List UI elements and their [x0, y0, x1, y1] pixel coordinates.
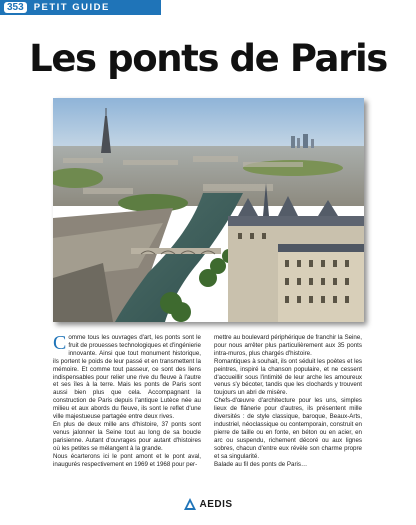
body-column-2: [214, 334, 362, 468]
series-number: 353: [4, 2, 27, 13]
body-paragraph: Romantiques à souhait, ils ont séduit les poètes et les peintres, inspiré la chanson populaire, et ne cessent d'accueillir sous l'intimité de leur arche les amoureux venus s'y bécoter, tandis que les clochards y trouvent toujours un abri de misère.: [214, 357, 362, 397]
body-paragraph: En plus de deux mille ans d'histoire, 37 ponts sont venus jalonner la Seine tout au long de sa boucle parisienne. Autant d'ouvrages pour autant d'histoires où les petites se mélangent à la grande.: [53, 420, 201, 452]
publisher-mark-icon: [183, 497, 197, 511]
body-paragraph-text: omme tous les ouvrages d'art, les ponts sont le fruit de prouesses technologiques et d'ingénierie innovante. Ainsi que tout monument historique, ils portent le poids de leur passé et en transmettent la mémoire. Et comme tout passeur, ce sont des liens indispensables pour relier une rive du fleuve à l'autre et ses îles à la terre. Mais les ponts de Paris sont aussi bien plus que cela. Accompagnant la construction de Paris depuis l'antique Lutèce née au milieu et aux abords du fleuve, ils sont le reflet d'une ville majestueuse partagée entre deux rives.: [53, 334, 201, 421]
series-name: PETIT GUIDE: [33, 2, 110, 13]
cover-photo: [53, 98, 364, 322]
publisher-logo: [0, 497, 416, 516]
body-paragraph: Nous écarterons ici le pont amont et le pont aval, inaugurés respectivement en 1969 et 1968 pour per-: [53, 452, 201, 468]
paris-aerial-photo: [53, 98, 364, 322]
body-column-1: [53, 334, 201, 468]
drop-cap: C: [53, 332, 67, 354]
series-banner: [0, 0, 161, 15]
body-paragraph: [53, 334, 201, 421]
book-title: Les ponts de Paris: [29, 37, 387, 80]
body-paragraph: Balade au fil des ponts de Paris…: [214, 460, 308, 468]
body-paragraph: mettre au boulevard périphérique de franchir la Seine, pour nous arrêter plus particulièrement aux 35 ponts intra-muros, plus chargés d'histoire.: [214, 334, 362, 357]
publisher-name: AEDIS: [199, 498, 233, 510]
body-paragraph: Chefs-d'œuvre d'architecture pour les uns, simples lieux de flânerie pour d'autres, ils présentent mille diversités : de style classique, baroque, Beaux-Arts, industriel, néoclassique ou contemporain, construit en pierre de taille ou en fonte, en béton ou en acier, en arc ou suspendu, richement décoré ou aux lignes sobres, chacun d'entre eux révèle son charme propre et sa singularité.: [214, 397, 362, 460]
